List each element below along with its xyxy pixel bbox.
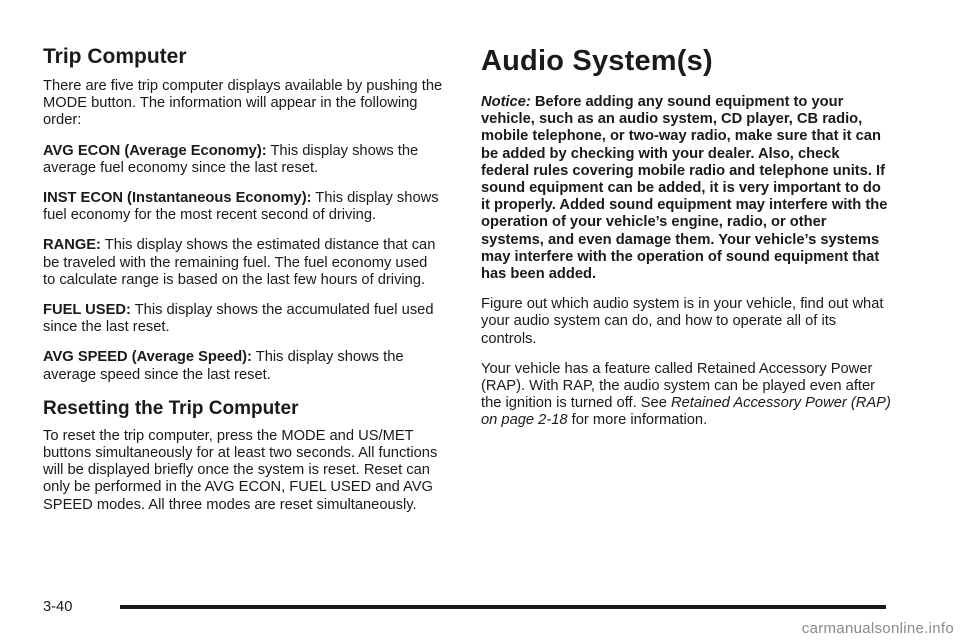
section-title-trip-computer: Trip Computer (43, 45, 187, 68)
item-avg-econ (43, 143, 443, 177)
item-inst-econ (43, 190, 443, 224)
item-label: INST ECON (Instantaneous Economy): (43, 190, 312, 207)
right-column (481, 44, 891, 443)
notice-text: Before adding any sound equipment to your vehicle, such as an audio system, CD player, CB radio, mobile telephone, or two-way radio, make sure that it can be added by checking with your dealer. Also, check federal rules covering mobile radio and telephone units. If sound equipment can be added, it is very important to do it properly. Added sound equipment may interfere with the operation of your vehicle’s engine, radio, or other systems, and even damage them. Your vehicle’s systems may interfere with the operation of sound equipment that has been added. (481, 94, 888, 283)
item-range (43, 237, 443, 289)
notice-label: Notice: (481, 94, 531, 110)
item-text: This display shows the estimated distance that can be traveled with the remaining fuel. The fuel economy used to calculate range is based on the last few hours of driving. (43, 237, 436, 288)
item-label: AVG SPEED (Average Speed): (43, 349, 252, 366)
left-column (43, 44, 443, 527)
item-text: This display shows the average speed since the last reset. (43, 349, 404, 383)
item-avg-speed (43, 349, 443, 383)
notice-paragraph (481, 94, 891, 283)
item-label: RANGE: (43, 237, 101, 254)
reset-paragraph: To reset the trip computer, press the MODE and US/MET buttons simultaneously for at least two seconds. All functions will be displayed briefly once the system is reset. Reset can only be performed in the AVG ECON, FUEL USED and AVG SPEED modes. All three modes are reset simultaneously. (43, 427, 438, 513)
footer-divider (120, 605, 886, 609)
rap-text: Your vehicle has a feature called Retained Accessory Power (RAP). With RAP, the audio system can be played even after the ignition is turned off. See (481, 360, 876, 412)
item-fuel-used (43, 302, 443, 336)
trip-intro: There are five trip computer displays available by pushing the MODE button. The information will appear in the following order: (43, 78, 443, 129)
rap-reference-link[interactable]: Retained Accessory Power (RAP) on page 2-18 (481, 395, 891, 429)
audio-paragraph-2 (481, 361, 891, 430)
page-number: 3-40 (43, 599, 73, 615)
rap-tail: for more information. (567, 412, 708, 429)
item-label: AVG ECON (Average Economy): (43, 142, 267, 159)
item-text: This display shows the average fuel economy since the last reset. (43, 142, 419, 176)
audio-paragraph-1: Figure out which audio system is in your vehicle, find out what your audio system can do, and how to operate all of its controls. (481, 296, 884, 347)
site-watermark: carmanualsonline.info (801, 620, 954, 637)
item-label: FUEL USED: (43, 302, 131, 319)
section-title-resetting: Resetting the Trip Computer (43, 397, 299, 419)
section-title-audio-systems: Audio System(s) (481, 45, 713, 77)
item-text: This display shows fuel economy for the most recent second of driving. (43, 190, 439, 224)
item-text: This display shows the accumulated fuel used since the last reset. (43, 302, 434, 336)
